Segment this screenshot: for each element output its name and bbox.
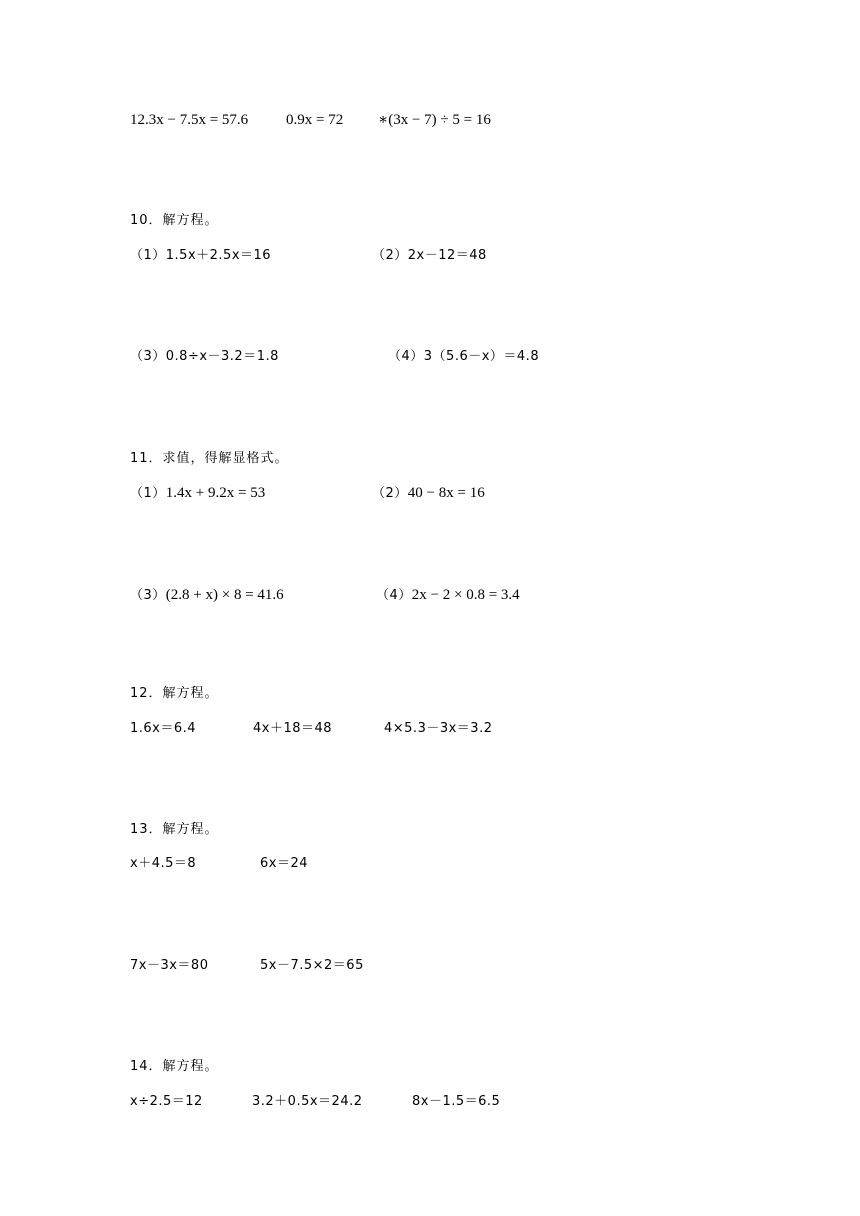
question-11-part-2-label: （2） [372,486,408,501]
question-11-part-4 [376,586,520,605]
question-14-equation-3: 8x－1.5＝6.5 [412,1094,501,1109]
question-13-equation-2: 6x＝24 [260,856,309,871]
question-10-title: 10．解方程。 [130,213,219,228]
question-14-title: 14．解方程。 [130,1059,219,1074]
question-11-part-2 [372,484,485,503]
question-11-part-1-equation: 1.4x + 9.2x = 53 [165,485,266,501]
question-11-part-3 [130,586,284,605]
question-11-title: 11．求值，得解显格式。 [130,451,289,466]
question-11-part-1-label: （1） [130,486,166,501]
question-13-title: 13．解方程。 [130,822,219,837]
question-11-part-4-equation: 2x − 2 × 0.8 = 3.4 [411,587,520,603]
question-10-part-4: （4）3（5.6－x）＝4.8 [388,349,540,364]
question-11-part-3-label: （3） [130,588,166,603]
question-14-equation-2: 3.2＋0.5x＝24.2 [252,1094,363,1109]
equation-top-2: 0.9x = 72 [286,112,344,128]
question-10-part-1: （1）1.5x＋2.5x＝16 [130,248,272,263]
question-13-equation-3: 7x－3x＝80 [130,958,209,973]
question-10-part-3: （3）0.8÷x－3.2＝1.8 [130,349,279,364]
question-11-part-3-equation: (2.8 + x) × 8 = 41.6 [165,587,284,603]
question-11-part-2-equation: 40 − 8x = 16 [407,485,485,501]
question-12-equation-3: 4×5.3－3x＝3.2 [384,721,493,736]
question-12-equation-2: 4x＋18＝48 [253,721,333,736]
question-12-equation-1: 1.6x＝6.4 [130,721,197,736]
question-13-equation-4: 5x－7.5×2＝65 [260,958,364,973]
question-14-equation-1: x÷2.5＝12 [130,1094,203,1109]
question-13-equation-1: x＋4.5＝8 [130,856,197,871]
question-11-part-4-label: （4） [376,588,412,603]
question-12-title: 12．解方程。 [130,686,219,701]
question-11-part-1 [130,484,265,503]
equation-top-1: 12.3x − 7.5x = 57.6 [130,112,249,128]
question-10-part-2: （2）2x－12＝48 [372,248,487,263]
equation-top-3: ∗(3x − 7) ÷ 5 = 16 [378,112,491,128]
